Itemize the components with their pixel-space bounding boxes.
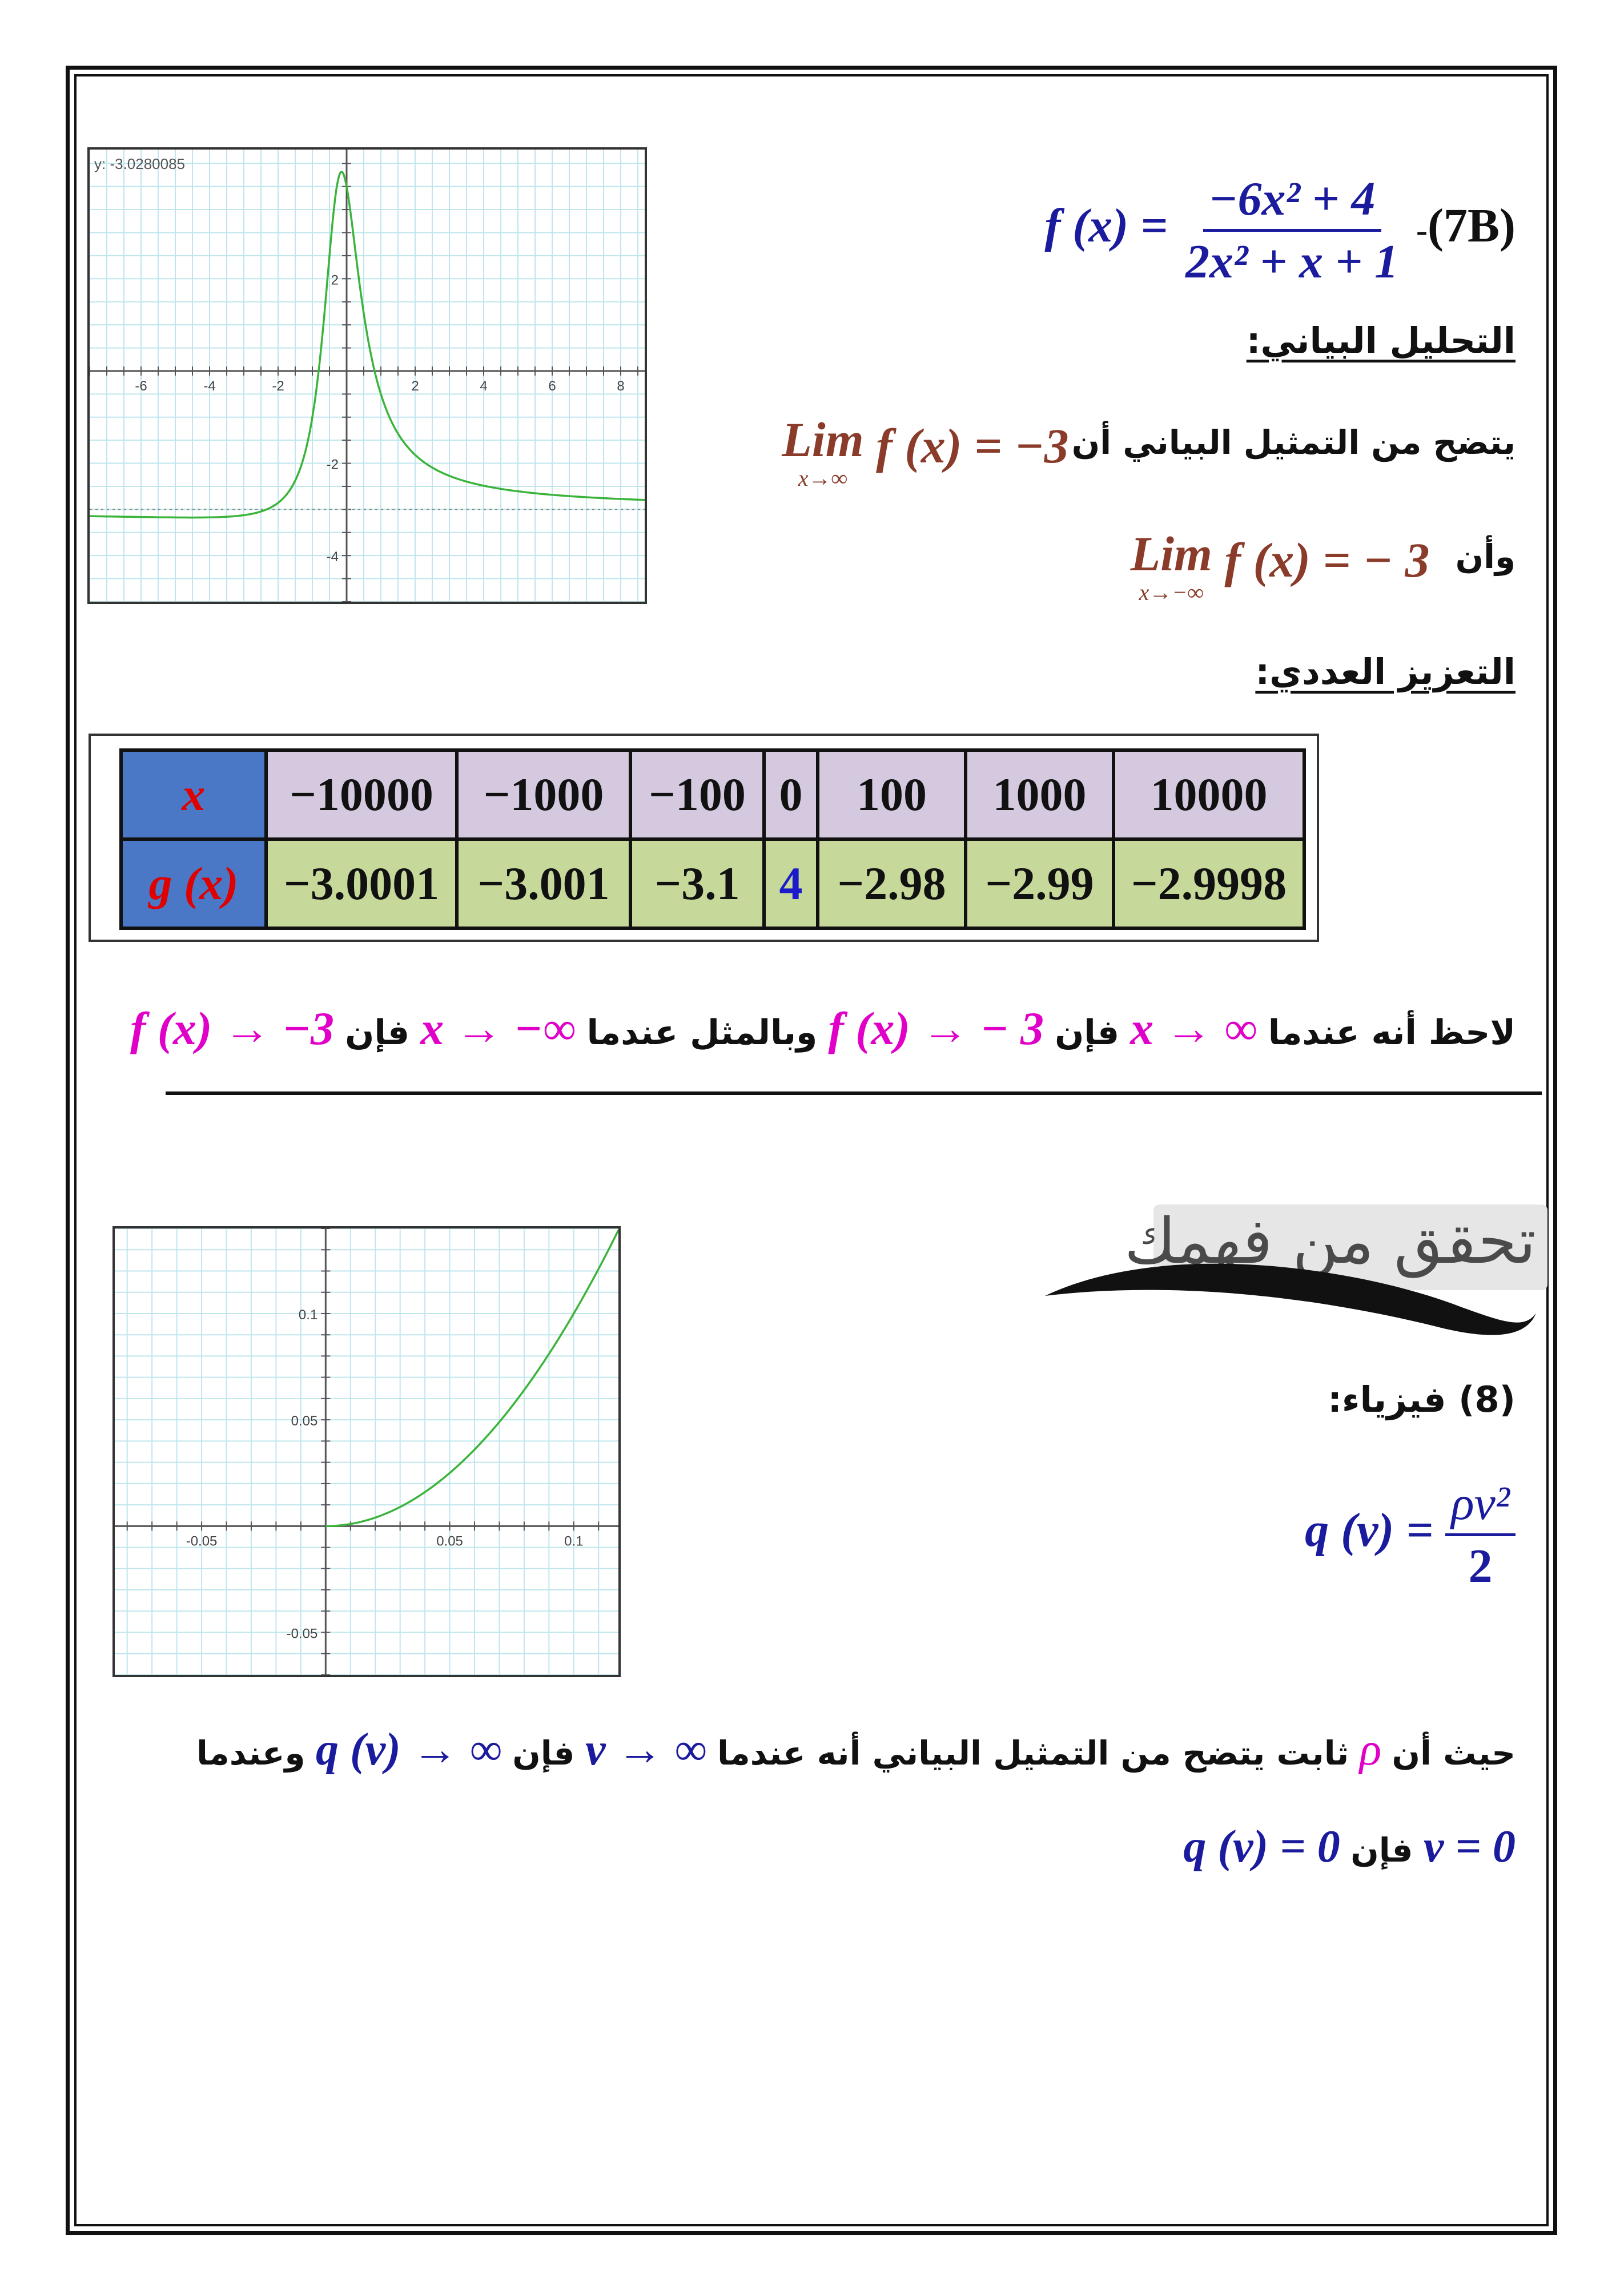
- table-row-x: [121, 750, 1304, 839]
- x-cell: −100: [630, 750, 764, 839]
- formula-8: [1305, 1476, 1516, 1594]
- graphical-line1: [782, 411, 1516, 492]
- label-7b: (7B): [1428, 199, 1516, 252]
- graphical-line2: [1131, 525, 1516, 606]
- note-part: فإن: [345, 1013, 410, 1053]
- limit-minus-inf: Lim x→−∞ f (x) = − 3: [1130, 526, 1430, 605]
- note-line: [130, 1002, 1516, 1056]
- dash-7b: -: [1416, 211, 1428, 249]
- note-part: لاحظ أنه عندما: [1268, 1013, 1516, 1053]
- x-tick-label: 8: [617, 378, 625, 394]
- limit-plus-inf: Lim x→∞ f (x) = −3: [782, 412, 1069, 491]
- heading-graphical: التحليل البياني:: [1246, 320, 1516, 361]
- x-cell: 0: [764, 750, 818, 839]
- note-part: وبالمثل عندما: [586, 1013, 818, 1053]
- row-label-g: g (x): [121, 839, 266, 928]
- formula-7b: [1044, 171, 1516, 289]
- check-title: تحقق من فهمك: [1124, 1205, 1536, 1278]
- function-curve: [90, 172, 645, 518]
- swoosh-icon: [1039, 1193, 1547, 1364]
- x-tick-label: 2: [411, 378, 419, 394]
- y-tick-label: -0.05: [286, 1626, 318, 1642]
- x-cell: 1000: [966, 750, 1114, 839]
- g-cell: 4: [764, 839, 818, 928]
- check-banner: [1039, 1193, 1547, 1364]
- coordinate-readout: y: -3.0280085: [94, 155, 186, 172]
- section-divider: [166, 1091, 1542, 1095]
- x-tick-label: 6: [548, 378, 556, 394]
- g-cell: −2.98: [818, 839, 966, 928]
- graphical-line2-text: وأن: [1455, 537, 1516, 576]
- y-tick-label: 2: [331, 272, 339, 288]
- numeric-table: [119, 748, 1306, 930]
- p8-part: q (ν) = 0: [1183, 1822, 1340, 1872]
- g-cell: −3.001: [457, 839, 630, 928]
- graph-f-svg: [90, 150, 645, 602]
- problem8-line2: [1183, 1821, 1516, 1873]
- p8-part: ρ: [1359, 1725, 1382, 1775]
- note-part: x → −∞: [420, 1002, 576, 1054]
- x-cell: 100: [818, 750, 966, 839]
- problem8-heading: (8) فيزياء:: [1328, 1379, 1516, 1420]
- x-cell: −10000: [266, 750, 457, 839]
- note-part: x → ∞: [1130, 1002, 1257, 1054]
- x-tick-label: -0.05: [186, 1533, 218, 1549]
- row-label-x: x: [121, 750, 266, 839]
- lim-operator-2: Lim x→−∞: [1130, 526, 1212, 605]
- f-lhs: f (x) =: [1044, 199, 1168, 252]
- graphical-line1-text: يتضح من التمثيل البياني أن: [1071, 423, 1516, 462]
- p8-part: ν → ∞: [585, 1725, 707, 1775]
- y-tick-label: 0.05: [291, 1413, 318, 1429]
- x-tick-label: -2: [272, 378, 284, 394]
- p8-part: ثابت يتضح من التمثيل البياني أنه عندما: [717, 1734, 1349, 1773]
- numeric-table-box: [89, 734, 1319, 942]
- g-cell: −3.1: [630, 839, 764, 928]
- x-tick-label: 4: [480, 378, 488, 394]
- fraction-7b: [1180, 171, 1404, 289]
- x-tick-label: -4: [203, 378, 216, 394]
- y-tick-label: -4: [326, 549, 339, 565]
- p8-part: حيث أن: [1392, 1734, 1516, 1773]
- y-tick-label: 0.1: [298, 1307, 318, 1323]
- note-part: فإن: [1055, 1013, 1120, 1053]
- graph-q-svg: [115, 1228, 618, 1675]
- x-tick-label: 0.1: [564, 1533, 584, 1549]
- problem8-line1: [196, 1724, 1516, 1776]
- graph-f: [87, 147, 647, 604]
- y-tick-label: -2: [326, 457, 339, 473]
- denominator-7b: 2x² + x + 1: [1185, 235, 1399, 288]
- table-row-g: [121, 839, 1304, 928]
- denominator-8: 2: [1468, 1540, 1493, 1593]
- x-tick-label: -6: [135, 378, 147, 394]
- heading-numeric: التعزيز العددي:: [1255, 651, 1516, 692]
- q-lhs: q (ν) =: [1305, 1503, 1434, 1557]
- p8-part: فإن: [512, 1734, 575, 1773]
- p8-part: q (ν) → ∞: [316, 1725, 502, 1775]
- numerator-8: ρν²: [1445, 1476, 1516, 1536]
- graph-q: [112, 1226, 621, 1677]
- lim-operator-1: Lim x→∞: [782, 412, 864, 491]
- g-cell: −2.99: [966, 839, 1114, 928]
- x-cell: 10000: [1114, 750, 1304, 839]
- x-tick-label: 0.05: [436, 1533, 463, 1549]
- function-curve: [325, 1230, 618, 1526]
- g-cell: −2.9998: [1114, 839, 1304, 928]
- x-cell: −1000: [457, 750, 630, 839]
- note-part: f (x) → − 3: [828, 1002, 1044, 1054]
- numerator-7b: −6x² + 4: [1203, 171, 1381, 232]
- p8-part: وعندما: [196, 1734, 305, 1773]
- p8-part: ν = 0: [1423, 1822, 1516, 1872]
- note-part: f (x) → −3: [130, 1002, 335, 1054]
- fraction-8: [1445, 1476, 1516, 1594]
- p8-part: فإن: [1350, 1831, 1413, 1870]
- g-cell: −3.0001: [266, 839, 457, 928]
